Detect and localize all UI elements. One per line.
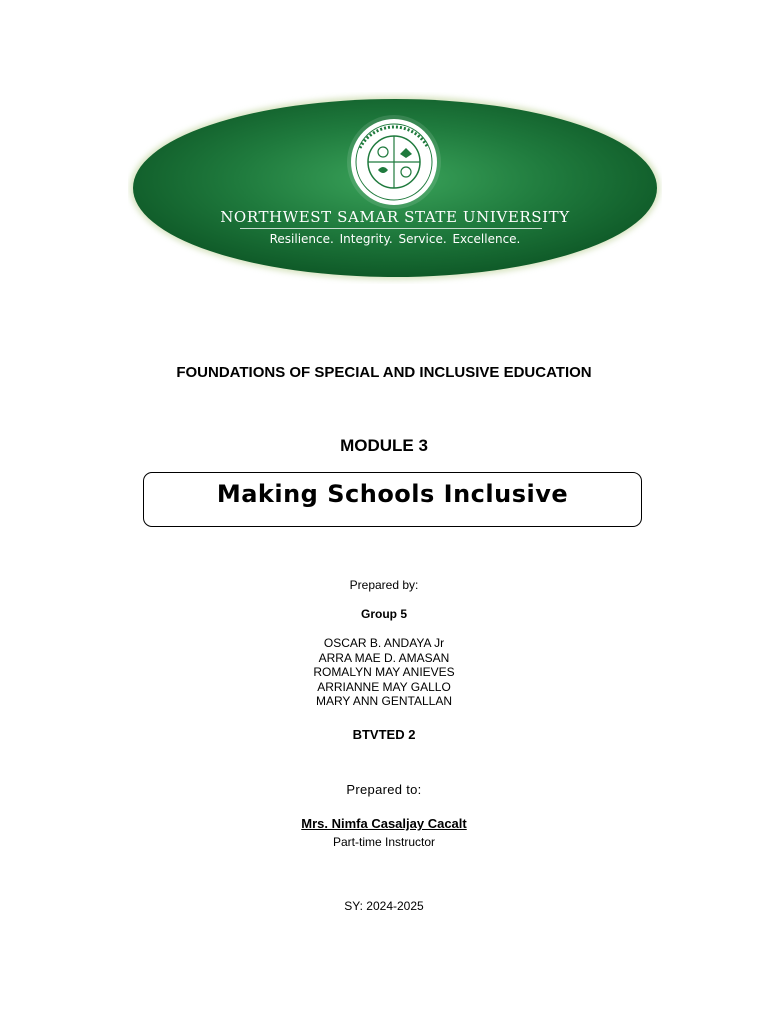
module-title: Making Schools Inclusive — [216, 480, 569, 508]
list-item: MARY ANN GENTALLAN — [315, 694, 453, 709]
title-box — [143, 472, 642, 527]
university-seal-icon — [347, 115, 441, 209]
list-item: ARRA MAE D. AMASAN — [318, 650, 450, 665]
university-name: NORTHWEST SAMAR STATE UNIVERSITY — [220, 208, 570, 226]
list-item: OSCAR B. ANDAYA Jr — [323, 636, 445, 650]
banner-ellipse — [128, 92, 662, 284]
instructor-role: Part-time Instructor — [332, 835, 436, 849]
prepared-by-label: Prepared by: — [349, 578, 419, 592]
instructor-name: Mrs. Nimfa Casaljay Cacalt — [301, 816, 467, 831]
list-item: ROMALYN MAY ANIEVES — [313, 665, 455, 680]
banner-divider — [240, 228, 542, 229]
university-banner — [128, 92, 662, 284]
course-title: FOUNDATIONS OF SPECIAL AND INCLUSIVE EDUCATION — [176, 364, 592, 381]
module-number: MODULE 3 — [340, 436, 428, 455]
prepared-to-label: Prepared to: — [346, 782, 422, 797]
member-list — [0, 636, 768, 709]
university-motto: Resilience. Integrity. Service. Excellence. — [269, 232, 521, 246]
school-year: SY: 2024-2025 — [344, 899, 424, 913]
group-name: Group 5 — [360, 607, 407, 621]
list-item: ARRIANNE MAY GALLO — [317, 679, 451, 694]
section-label: BTVTED 2 — [352, 727, 416, 742]
